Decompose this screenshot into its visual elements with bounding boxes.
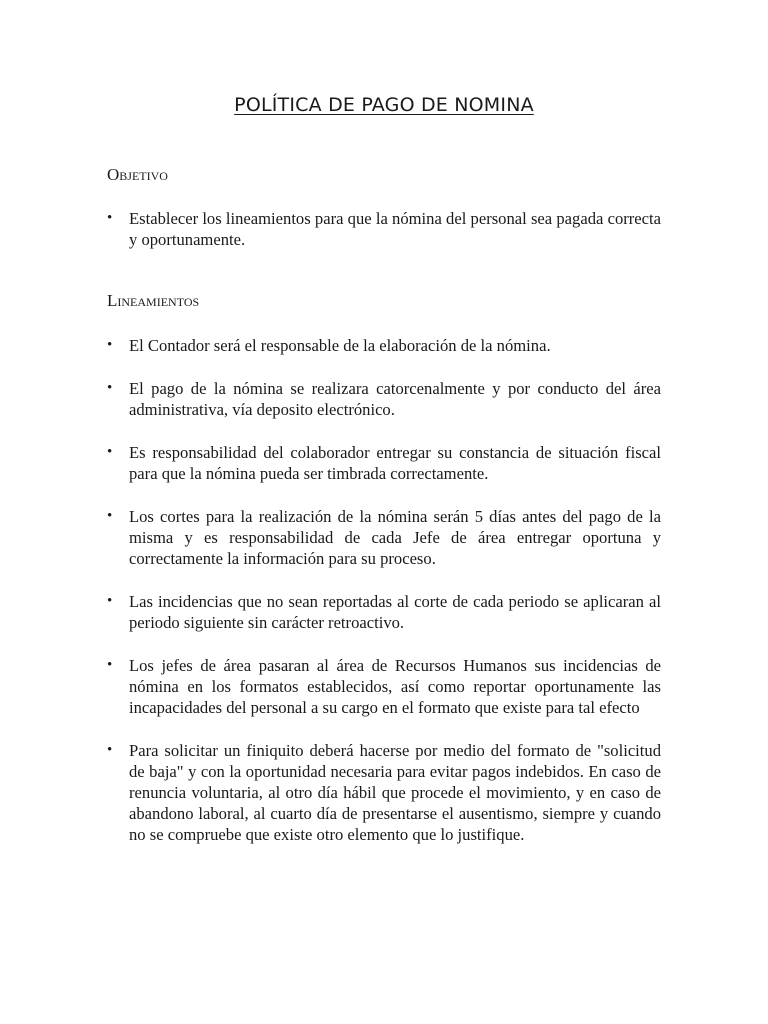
list-item: [107, 591, 661, 633]
list-item: [107, 378, 661, 420]
bullet-icon: •: [107, 742, 113, 758]
bullet-icon: •: [107, 380, 113, 396]
list-item-text: Los jefes de área pasaran al área de Recursos Humanos sus incidencias de nómina en los formatos establecidos, así como reportar oportunamente las incapacidades del personal a su cargo en el formato que existe para tal efecto: [129, 656, 661, 717]
list-item: [107, 655, 661, 718]
section-heading-objetivo: Objetivo: [107, 165, 168, 184]
bullet-icon: •: [107, 337, 113, 353]
list-item-text: El pago de la nómina se realizara catorcenalmente y por conducto del área administrativa, vía deposito electrónico.: [129, 379, 661, 419]
list-item: [107, 335, 661, 356]
bullet-icon: •: [107, 210, 113, 226]
bullet-icon: •: [107, 593, 113, 609]
list-item-text: Las incidencias que no sean reportadas al corte de cada periodo se aplicaran al periodo siguiente sin carácter retroactivo.: [129, 592, 661, 632]
list-item-text: El Contador será el responsable de la elaboración de la nómina.: [129, 336, 551, 355]
list-item-text: Para solicitar un finiquito deberá hacerse por medio del formato de "solicitud de baja" y con la oportunidad necesaria para evitar pagos indebidos. En caso de renuncia voluntaria, al otro día hábil que procede el movimiento, y en caso de abandono laboral, al cuarto día de presentarse el ausentismo, siempre y cuando no se compruebe que existe otro elemento que lo justifique.: [129, 741, 661, 844]
list-item-text: Establecer los lineamientos para que la nómina del personal sea pagada correcta y oportunamente.: [129, 209, 661, 249]
list-item-text: Los cortes para la realización de la nómina serán 5 días antes del pago de la misma y es responsabilidad de cada Jefe de área entregar oportuna y correctamente la información para su proceso.: [129, 507, 661, 568]
bullet-icon: •: [107, 444, 113, 460]
bullet-icon: •: [107, 657, 113, 673]
list-item: [107, 740, 661, 845]
list-item: [107, 208, 661, 250]
document-title: POLÍTICA DE PAGO DE NOMINA: [234, 94, 534, 116]
section-heading-lineamientos: Lineamientos: [107, 291, 200, 310]
lineamientos-list: [107, 335, 661, 867]
list-item-text: Es responsabilidad del colaborador entregar su constancia de situación fiscal para que la nómina pueda ser timbrada correctamente.: [129, 443, 661, 483]
list-item: [107, 442, 661, 484]
bullet-icon: •: [107, 508, 113, 524]
list-item: [107, 506, 661, 569]
objetivo-list: [107, 208, 661, 272]
